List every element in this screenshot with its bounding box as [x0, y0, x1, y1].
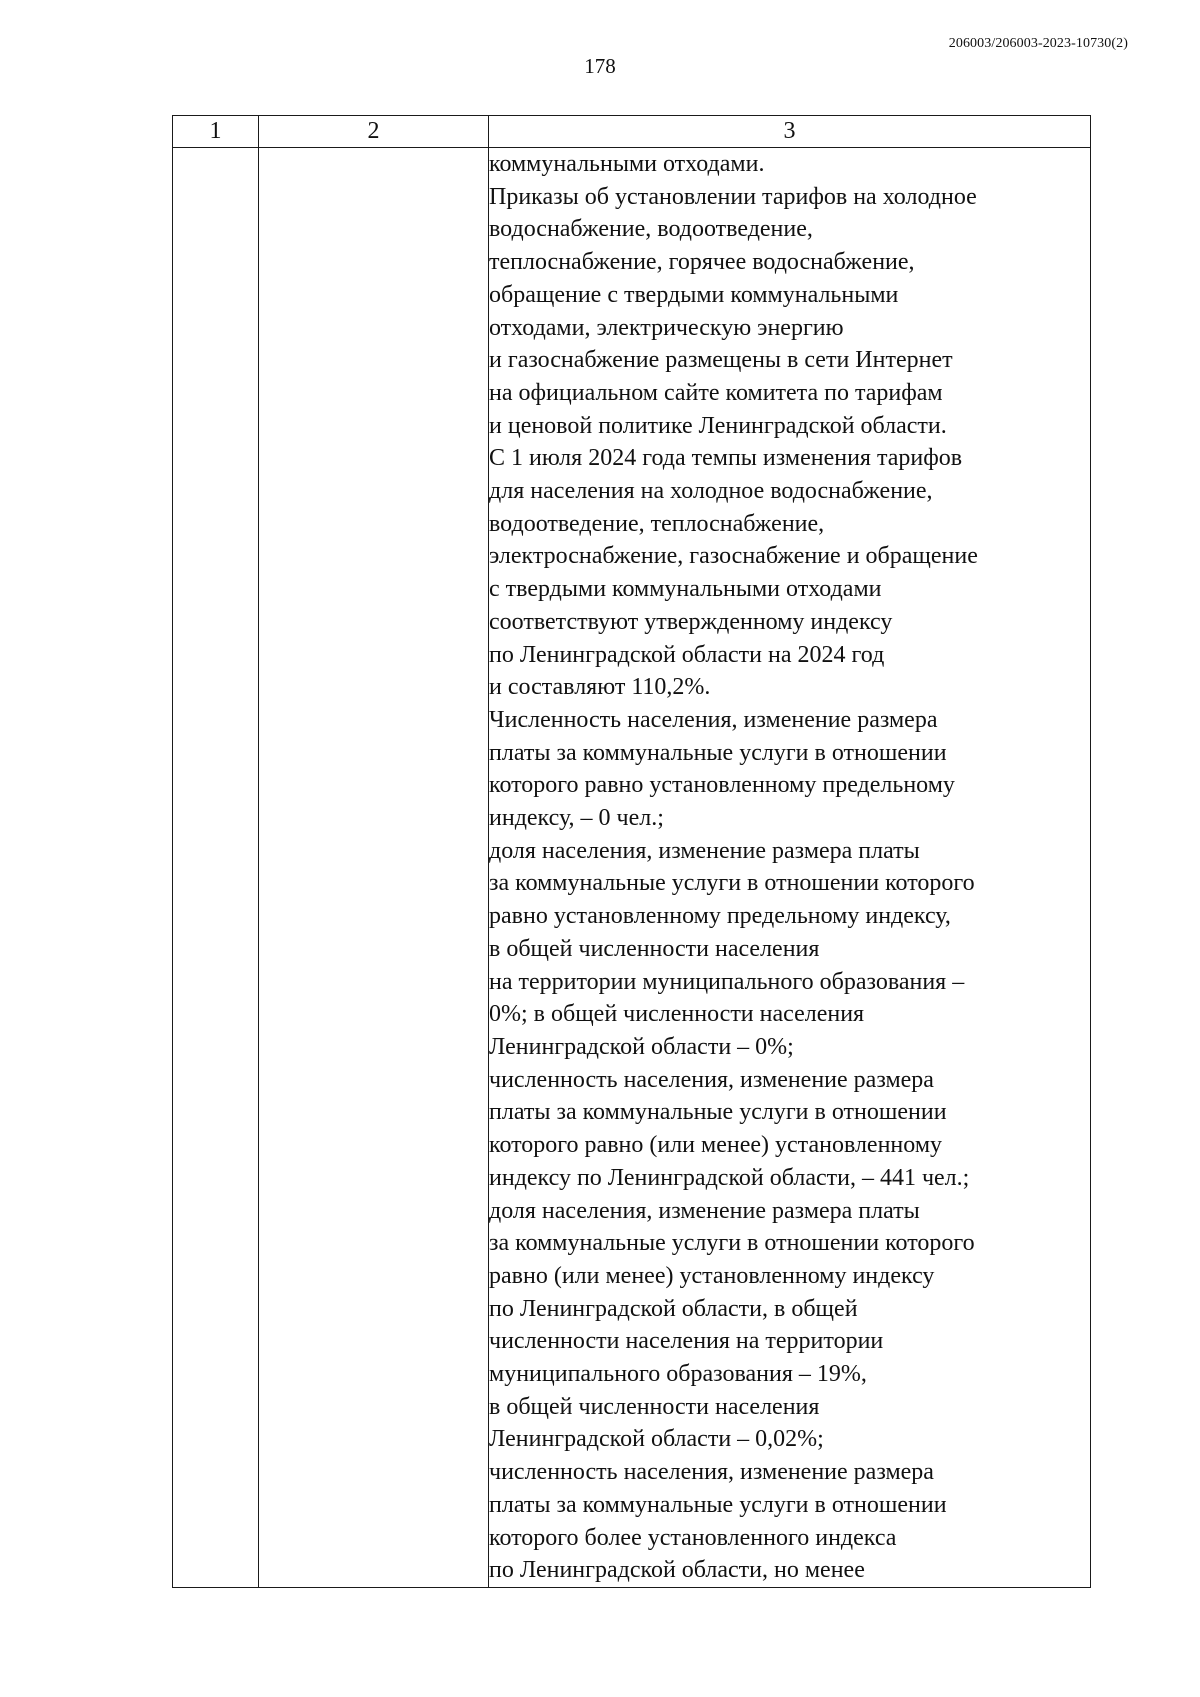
text-line: теплоснабжение, горячее водоснабжение,: [489, 249, 915, 276]
content-table: [172, 115, 1091, 1588]
text-line: в общей численности населения: [489, 1393, 820, 1420]
text-line: электроснабжение, газоснабжение и обращение: [489, 543, 978, 570]
text-line: индексу, – 0 чел.;: [489, 805, 664, 832]
text-line: для населения на холодное водоснабжение,: [489, 478, 933, 505]
table-header-row: [173, 116, 1091, 148]
text-line: 0%; в общей численности населения: [489, 1001, 865, 1028]
text-line: на территории муниципального образования –: [489, 968, 965, 995]
text-line: и ценовой политике Ленинградской области.: [489, 412, 947, 439]
cell-col2: [259, 148, 489, 1588]
text-line: отходами, электрическую энергию: [489, 314, 844, 341]
text-line: на официальном сайте комитета по тарифам: [489, 379, 943, 406]
text-line: обращение с твердыми коммунальными: [489, 281, 899, 308]
text-line: которого более установленного индекса: [489, 1524, 897, 1551]
cell-col3: [489, 148, 1091, 1588]
text-line: по Ленинградской области, но менее: [489, 1557, 865, 1584]
text-line: соответствуют утвержденному индексу: [489, 608, 893, 635]
text-line: по Ленинградской области на 2024 год: [489, 641, 885, 668]
text-line: и составляют 110,2%.: [489, 674, 711, 701]
text-line: численность населения, изменение размера: [489, 1066, 934, 1093]
text-line: водоснабжение, водоотведение,: [489, 216, 813, 243]
text-line: доля населения, изменение размера платы: [489, 837, 920, 864]
text-line: равно (или менее) установленному индексу: [489, 1262, 935, 1289]
text-line: Ленинградской области – 0%;: [489, 1033, 794, 1060]
text-line: муниципального образования – 19%,: [489, 1361, 867, 1388]
text-line: доля населения, изменение размера платы: [489, 1197, 920, 1224]
document-id: 206003/206003-2023-10730(2): [948, 36, 1128, 51]
column-header-1: 1: [173, 116, 259, 148]
text-line: за коммунальные услуги в отношении которого: [489, 1230, 975, 1257]
text-line: численности населения на территории: [489, 1328, 884, 1355]
text-line: платы за коммунальные услуги в отношении: [489, 1491, 947, 1518]
text-line: и газоснабжение размещены в сети Интернет: [489, 347, 953, 374]
text-line: за коммунальные услуги в отношении которого: [489, 870, 975, 897]
text-line: которого равно установленному предельному: [489, 772, 955, 799]
text-line: равно установленному предельному индексу,: [489, 903, 951, 930]
table-row: [173, 148, 1091, 1588]
column-header-3: 3: [489, 116, 1091, 148]
text-line: Численность населения, изменение размера: [489, 706, 938, 733]
text-line: в общей численности населения: [489, 935, 820, 962]
text-line: водоотведение, теплоснабжение,: [489, 510, 825, 537]
text-line: Ленинградской области – 0,02%;: [489, 1426, 824, 1453]
column-header-2: 2: [259, 116, 489, 148]
text-line: платы за коммунальные услуги в отношении: [489, 739, 947, 766]
text-line: которого равно (или менее) установленному: [489, 1132, 942, 1159]
text-line: Приказы об установлении тарифов на холодное: [489, 183, 977, 210]
text-line: платы за коммунальные услуги в отношении: [489, 1099, 947, 1126]
cell-col1: [173, 148, 259, 1588]
text-line: по Ленинградской области, в общей: [489, 1295, 858, 1322]
text-line: индексу по Ленинградской области, – 441 чел.;: [489, 1164, 970, 1191]
text-line: с твердыми коммунальными отходами: [489, 576, 882, 603]
text-line: численность населения, изменение размера: [489, 1459, 934, 1486]
text-line: коммунальными отходами.: [489, 151, 765, 177]
text-line: С 1 июля 2024 года темпы изменения тарифов: [489, 445, 963, 472]
page-number: 178: [584, 54, 616, 78]
